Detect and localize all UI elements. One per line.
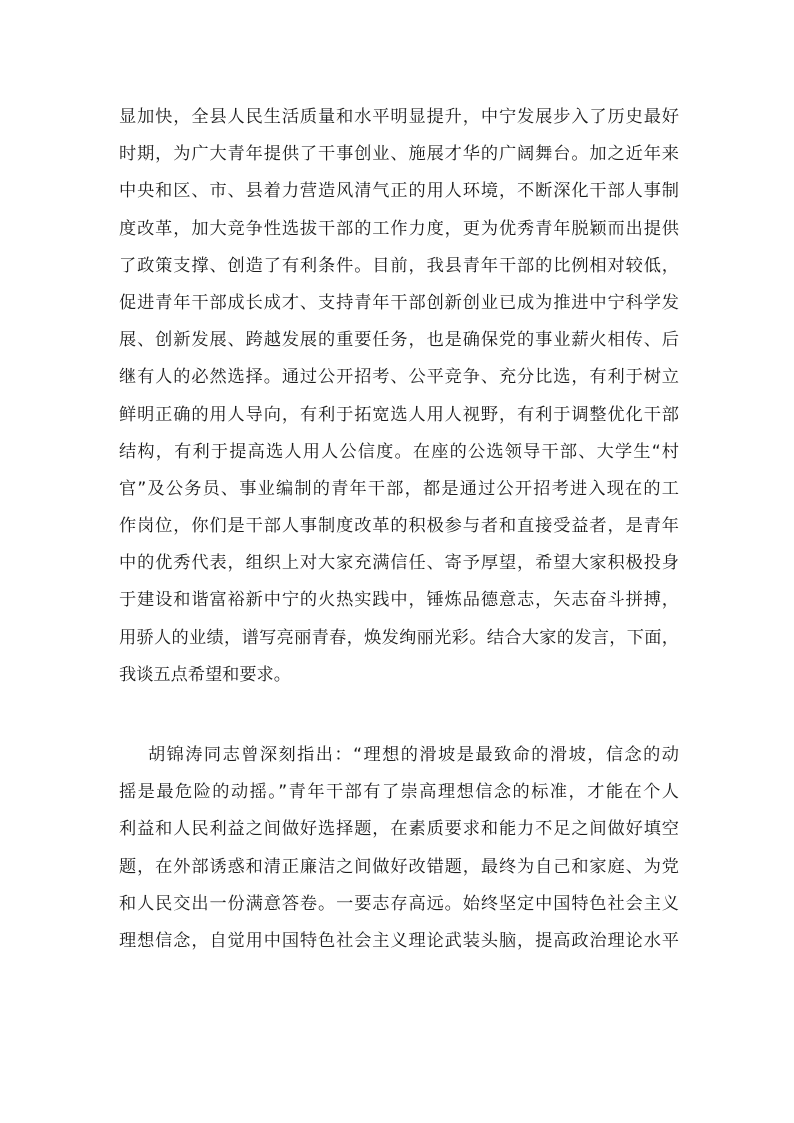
paragraph-continued bbox=[119, 99, 679, 694]
text-line: 我谈五点希望和要求。 bbox=[119, 664, 291, 685]
text-line: 理想信念，自觉用中国特色社会主义理论武装头脑，提高政治理论水平 bbox=[119, 930, 679, 951]
text-line: 中的优秀代表，组织上对大家充满信任、寄予厚望，希望大家积极投身 bbox=[119, 553, 679, 574]
text-line: 中央和区、市、县着力营造风清气正的用人环境，不断深化干部人事制 bbox=[119, 181, 679, 202]
text-line: 继有人的必然选择。通过公开招考、公平竞争、充分比选，有利于树立 bbox=[119, 367, 679, 388]
text-line: 摇是最危险的动摇。”青年干部有了崇高理想信念的标准，才能在个人 bbox=[119, 782, 679, 803]
text-line: 作岗位，你们是干部人事制度改革的积极参与者和直接受益者，是青年 bbox=[119, 516, 679, 537]
text-line: 胡锦涛同志曾深刻指出：“理想的滑坡是最致命的滑坡，信念的动 bbox=[148, 745, 679, 765]
text-line: 展、创新发展、跨越发展的重要任务，也是确保党的事业薪火相传、后 bbox=[119, 330, 679, 351]
text-line: 用骄人的业绩，谱写亮丽青春，焕发绚丽光彩。结合大家的发言，下面， bbox=[119, 627, 679, 648]
text-line: 了政策支撑、创造了有利条件。目前，我县青年干部的比例相对较低， bbox=[119, 255, 679, 276]
text-line: 时期，为广大青年提供了干事创业、施展才华的广阔舞台。加之近年来 bbox=[119, 144, 679, 165]
text-line: 官”及公务员、事业编制的青年干部，都是通过公开招考进入现在的工 bbox=[119, 478, 679, 499]
text-line: 度改革，加大竞争性选拔干部的工作力度，更为优秀青年脱颖而出提供 bbox=[119, 218, 679, 239]
text-line: 促进青年干部成长成才、支持青年干部创新创业已成为推进中宁科学发 bbox=[119, 292, 679, 313]
text-line: 于建设和谐富裕新中宁的火热实践中，锤炼品德意志，矢志奋斗拼搏， bbox=[119, 590, 679, 611]
text-line: 和人民交出一份满意答卷。一要志存高远。始终坚定中国特色社会主义 bbox=[119, 893, 679, 914]
text-line: 鲜明正确的用人导向，有利于拓宽选人用人视野，有利于调整优化干部 bbox=[119, 404, 679, 425]
text-line: 结构，有利于提高选人用人公信度。在座的公选领导干部、大学生“村 bbox=[119, 441, 679, 462]
paragraph bbox=[119, 737, 679, 960]
text-line: 显加快，全县人民生活质量和水平明显提升，中宁发展步入了历史最好 bbox=[119, 107, 679, 127]
text-line: 利益和人民利益之间做好选择题，在素质要求和能力不足之间做好填空 bbox=[119, 819, 679, 840]
text-line: 题，在外部诱惑和清正廉洁之间做好改错题，最终为自己和家庭、为党 bbox=[119, 856, 679, 877]
